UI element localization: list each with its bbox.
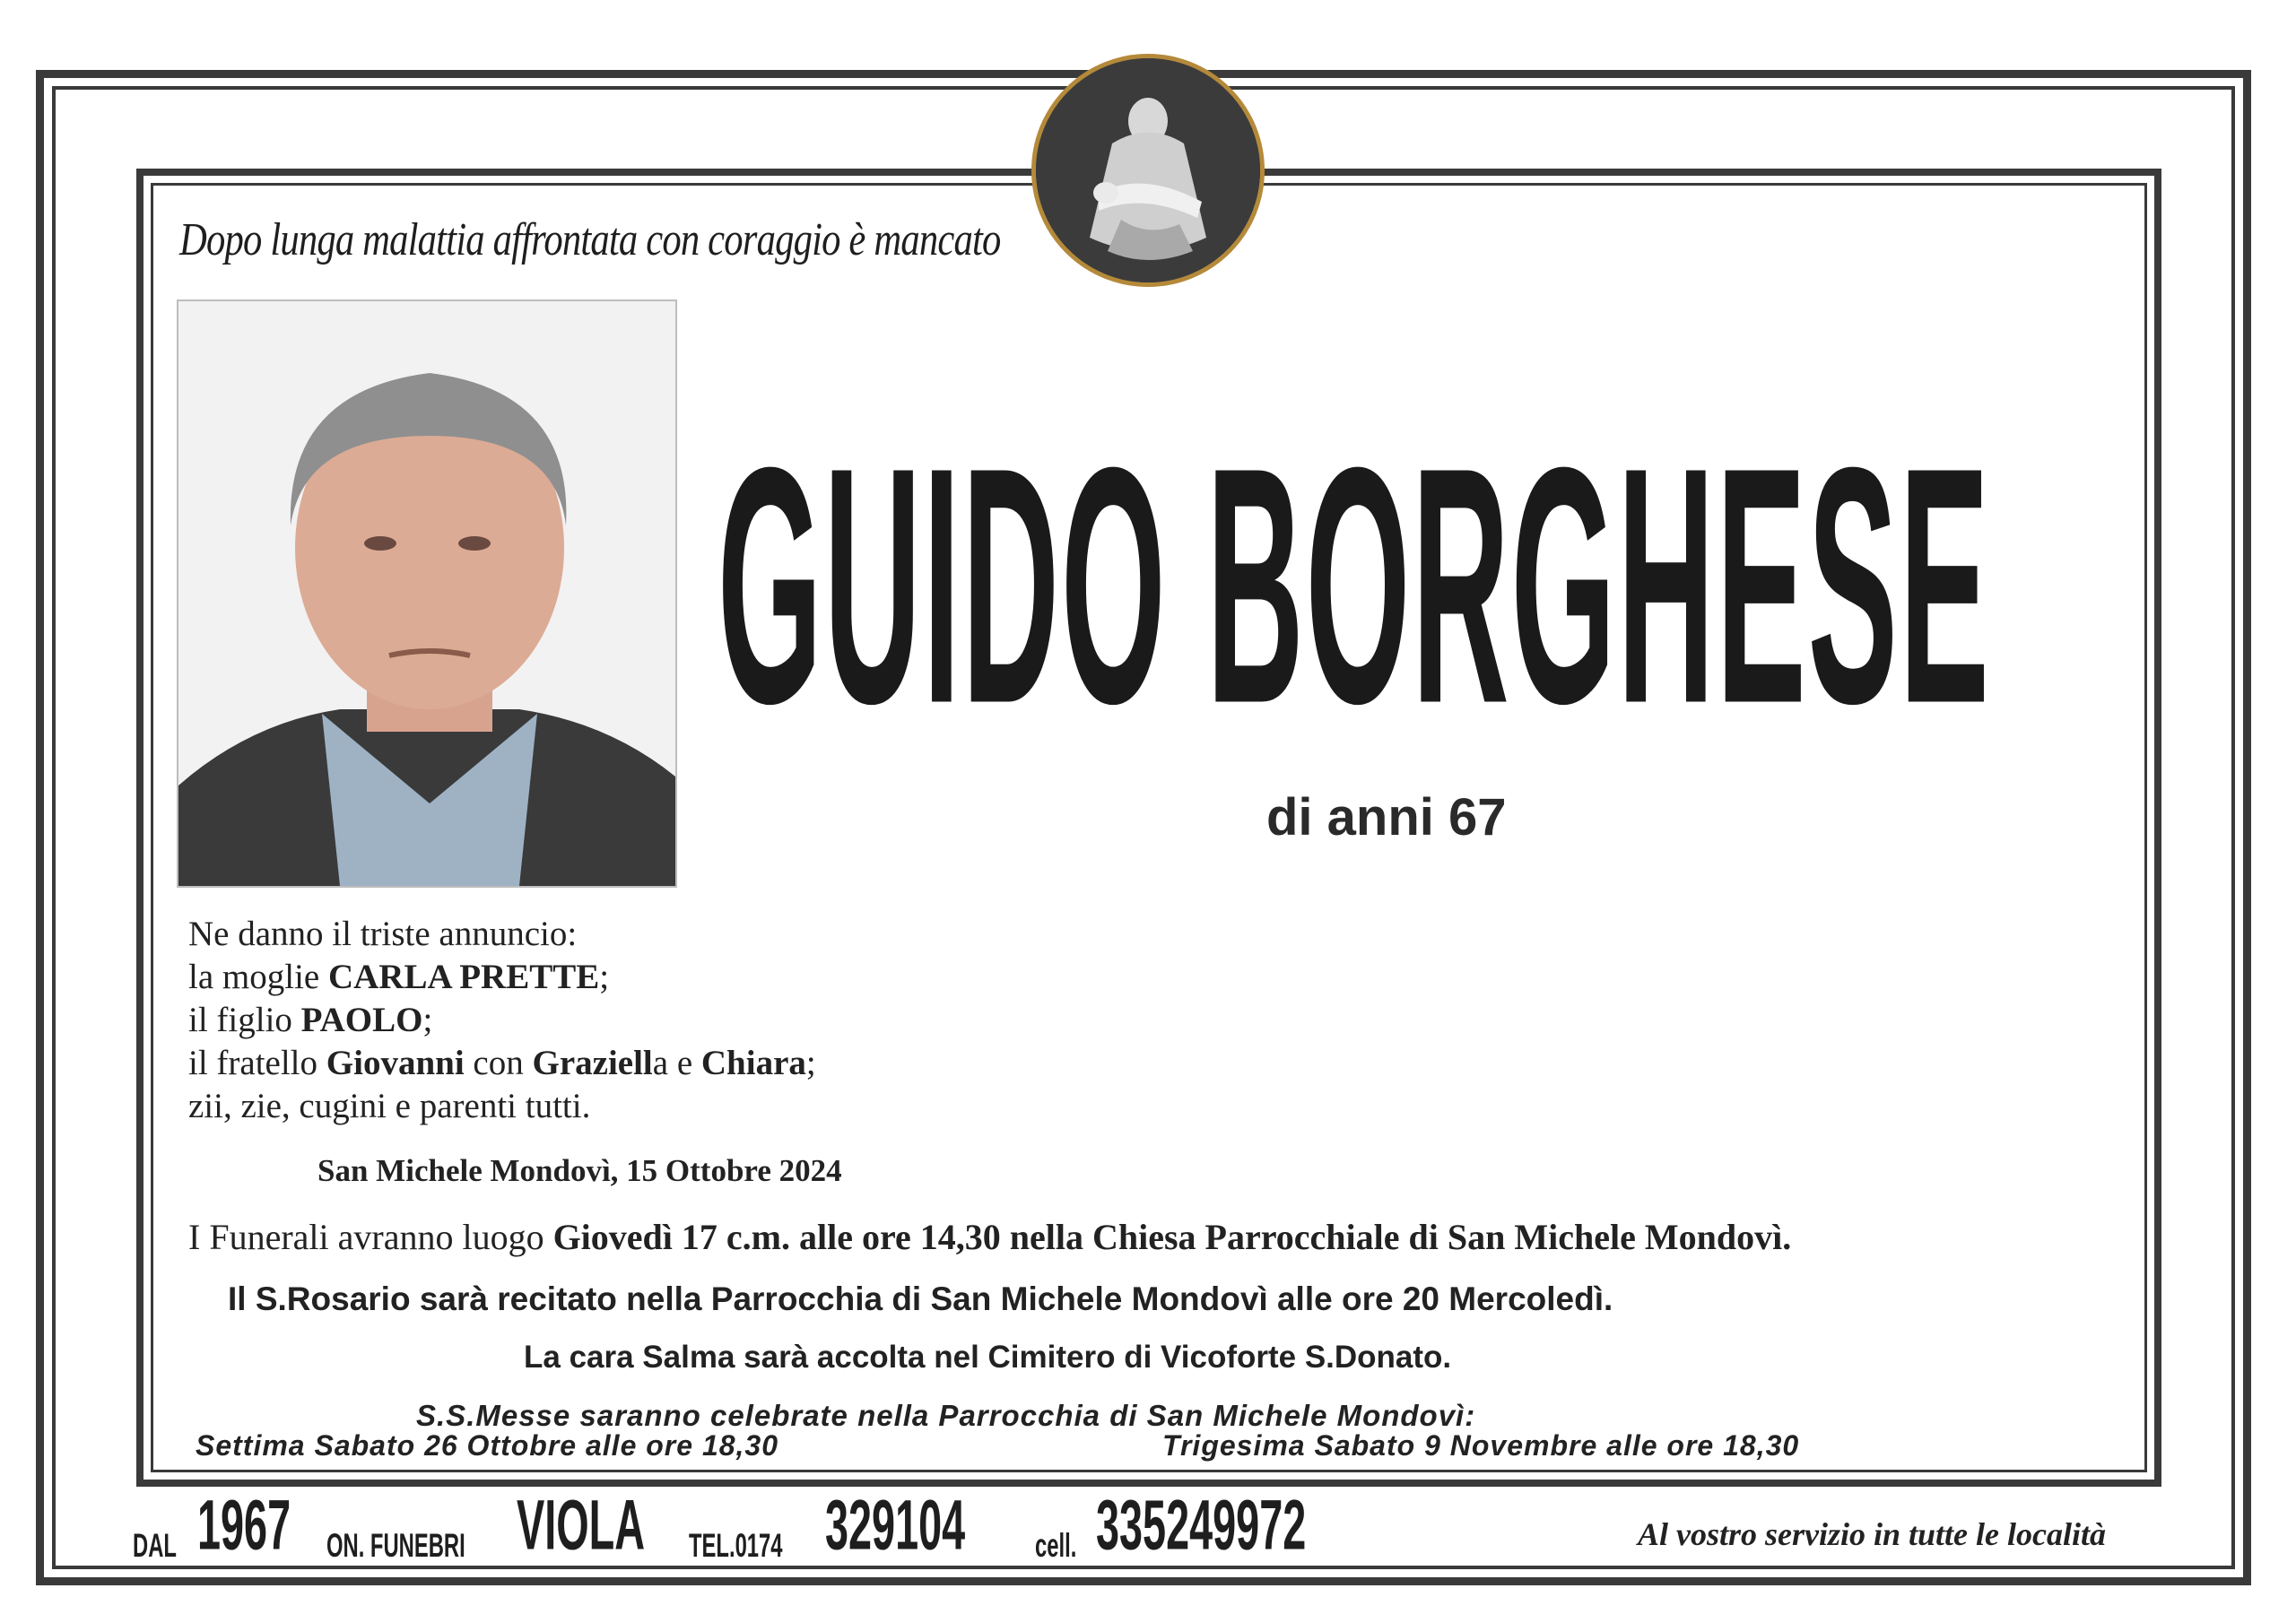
settima-mass: Settima Sabato 26 Ottobre alle ore 18,30 bbox=[196, 1429, 779, 1462]
pieta-medallion-image bbox=[1031, 54, 1265, 287]
footer-company: VIOLA bbox=[517, 1485, 646, 1565]
deceased-age: di anni 67 bbox=[1266, 788, 1507, 846]
footer-tel: 329104 bbox=[825, 1485, 966, 1565]
portrait-icon bbox=[178, 301, 675, 886]
footer-tel-prefix: TEL.0174 bbox=[689, 1527, 783, 1565]
footer-on-funebri: ON. FUNEBRI bbox=[326, 1527, 465, 1565]
announcement-heading: Ne danno il triste annuncio: bbox=[188, 915, 578, 953]
mourner-wife: la moglie CARLA PRETTE; bbox=[188, 958, 610, 996]
footer-cell: 335249972 bbox=[1096, 1485, 1307, 1565]
burial-info: La cara Salma sarà accolta nel Cimitero di Vicoforte S.Donato. bbox=[524, 1340, 1452, 1375]
mourner-son: il figlio PAOLO; bbox=[188, 1001, 433, 1039]
footer-dal: DAL bbox=[133, 1527, 177, 1565]
mourner-relatives: zii, zie, cugini e parenti tutti. bbox=[188, 1087, 591, 1125]
intro-line: Dopo lunga malattia affrontata con coraggio è mancato bbox=[179, 214, 1001, 265]
masses-heading: S.S.Messe saranno celebrate nella Parrocchia di San Michele Mondovì: bbox=[416, 1399, 1476, 1432]
footer-cell-prefix: cell. bbox=[1035, 1527, 1077, 1565]
place-date: San Michele Mondovì, 15 Ottobre 2024 bbox=[317, 1153, 842, 1188]
funeral-info: I Funerali avranno luogo Giovedì 17 c.m. alle ore 14,30 nella Chiesa Parrocchiale di San Michele Mondovì. bbox=[188, 1217, 1792, 1257]
funeral-home-footer bbox=[133, 1485, 1388, 1578]
deceased-name: GUIDO BORGHESE bbox=[718, 396, 1991, 774]
pieta-sculpture-icon bbox=[1036, 58, 1260, 282]
rosary-info: Il S.Rosario sarà recitato nella Parrocchia di San Michele Mondovì alle ore 20 Mercoledì. bbox=[228, 1280, 1613, 1317]
mourners-list bbox=[188, 913, 816, 1128]
footer-service-tagline: Al vostro servizio in tutte le località bbox=[1638, 1516, 2106, 1552]
trigesima-mass: Trigesima Sabato 9 Novembre alle ore 18,30 bbox=[1162, 1429, 1800, 1462]
mourner-brother: il fratello Giovanni con Graziella e Chiara; bbox=[188, 1044, 816, 1082]
footer-year: 1967 bbox=[197, 1485, 291, 1565]
deceased-portrait-photo bbox=[177, 299, 677, 888]
